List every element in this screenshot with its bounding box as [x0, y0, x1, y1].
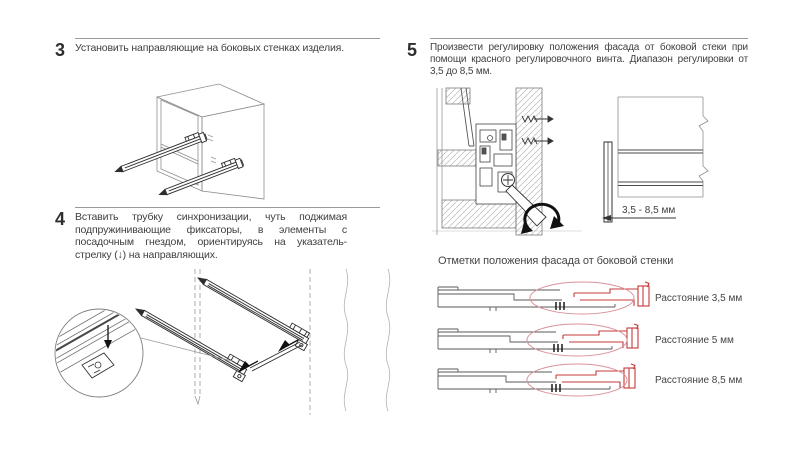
step4-text: Вставить трубку синхронизации, чуть поджимая подпружинивающие фиксаторы, в элементы с посадочным гнездом, ориентируясь на указатель-стрелку (↓) на направляющих. — [75, 211, 347, 261]
slide-profile — [438, 287, 615, 311]
drawer-slide-upper — [193, 271, 313, 351]
facade-front-edge — [604, 142, 612, 222]
step3-rule — [75, 38, 380, 39]
fixing-clips — [554, 344, 562, 352]
sync-tube — [250, 342, 302, 371]
facade-profile-red — [556, 364, 635, 388]
drawer-slide-lower — [157, 156, 244, 198]
drawer-slide-lower — [131, 302, 251, 382]
cabinet — [157, 84, 264, 199]
step5-rule — [430, 38, 748, 39]
facade-position-drawing-5 — [430, 322, 652, 362]
step3-cabinet-drawing — [60, 78, 360, 210]
distance-label: Расстояние 3,5 мм — [655, 293, 743, 304]
insert-arrow-icon — [238, 340, 298, 373]
slide-profile — [438, 369, 610, 393]
distance-label: Расстояние 8,5 мм — [655, 375, 743, 386]
fixing-clips — [556, 302, 564, 310]
step5-adjustment-drawing — [432, 88, 612, 238]
marks-heading: Отметки положения фасада от боковой стенки — [438, 255, 674, 267]
drawer-slide-upper — [113, 130, 207, 175]
distance-label: Расстояние 5 мм — [655, 335, 734, 346]
step4-rule — [75, 207, 380, 208]
step4-sync-tube-drawing — [42, 265, 394, 427]
fixing-clips — [552, 384, 560, 392]
dimension-range-label: 3,5 - 8,5 мм — [622, 205, 676, 216]
detail-circle — [55, 309, 143, 397]
facade-position-drawing-3-5 — [430, 280, 652, 320]
step5-gap-drawing — [596, 90, 756, 232]
step4-number: 4 — [55, 209, 66, 229]
facade-position-drawing-8-5 — [430, 362, 652, 402]
highlight-ellipse — [527, 364, 627, 396]
panel-hidden-edges — [195, 269, 310, 415]
facade-profile-red — [563, 324, 638, 348]
step5-number: 5 — [407, 40, 418, 60]
highlight-ellipse — [527, 324, 627, 356]
step3-number: 3 — [55, 40, 66, 60]
slide-profile — [438, 329, 612, 353]
screw-hole-marks — [208, 135, 216, 163]
panel-break-edges — [344, 269, 389, 411]
step5-text: Произвести регулировку положения фасада от боковой стеки при помощи красного регулировочного винта. Диапазон регулировки от 3,5 до 8,5 мм. — [430, 42, 748, 77]
adjustment-screw — [502, 174, 515, 187]
facade-profile-red — [574, 282, 649, 306]
step3-text: Установить направляющие на боковых стенках изделия. — [75, 42, 344, 54]
highlight-ellipse — [530, 282, 634, 314]
slide-rails — [618, 150, 703, 186]
